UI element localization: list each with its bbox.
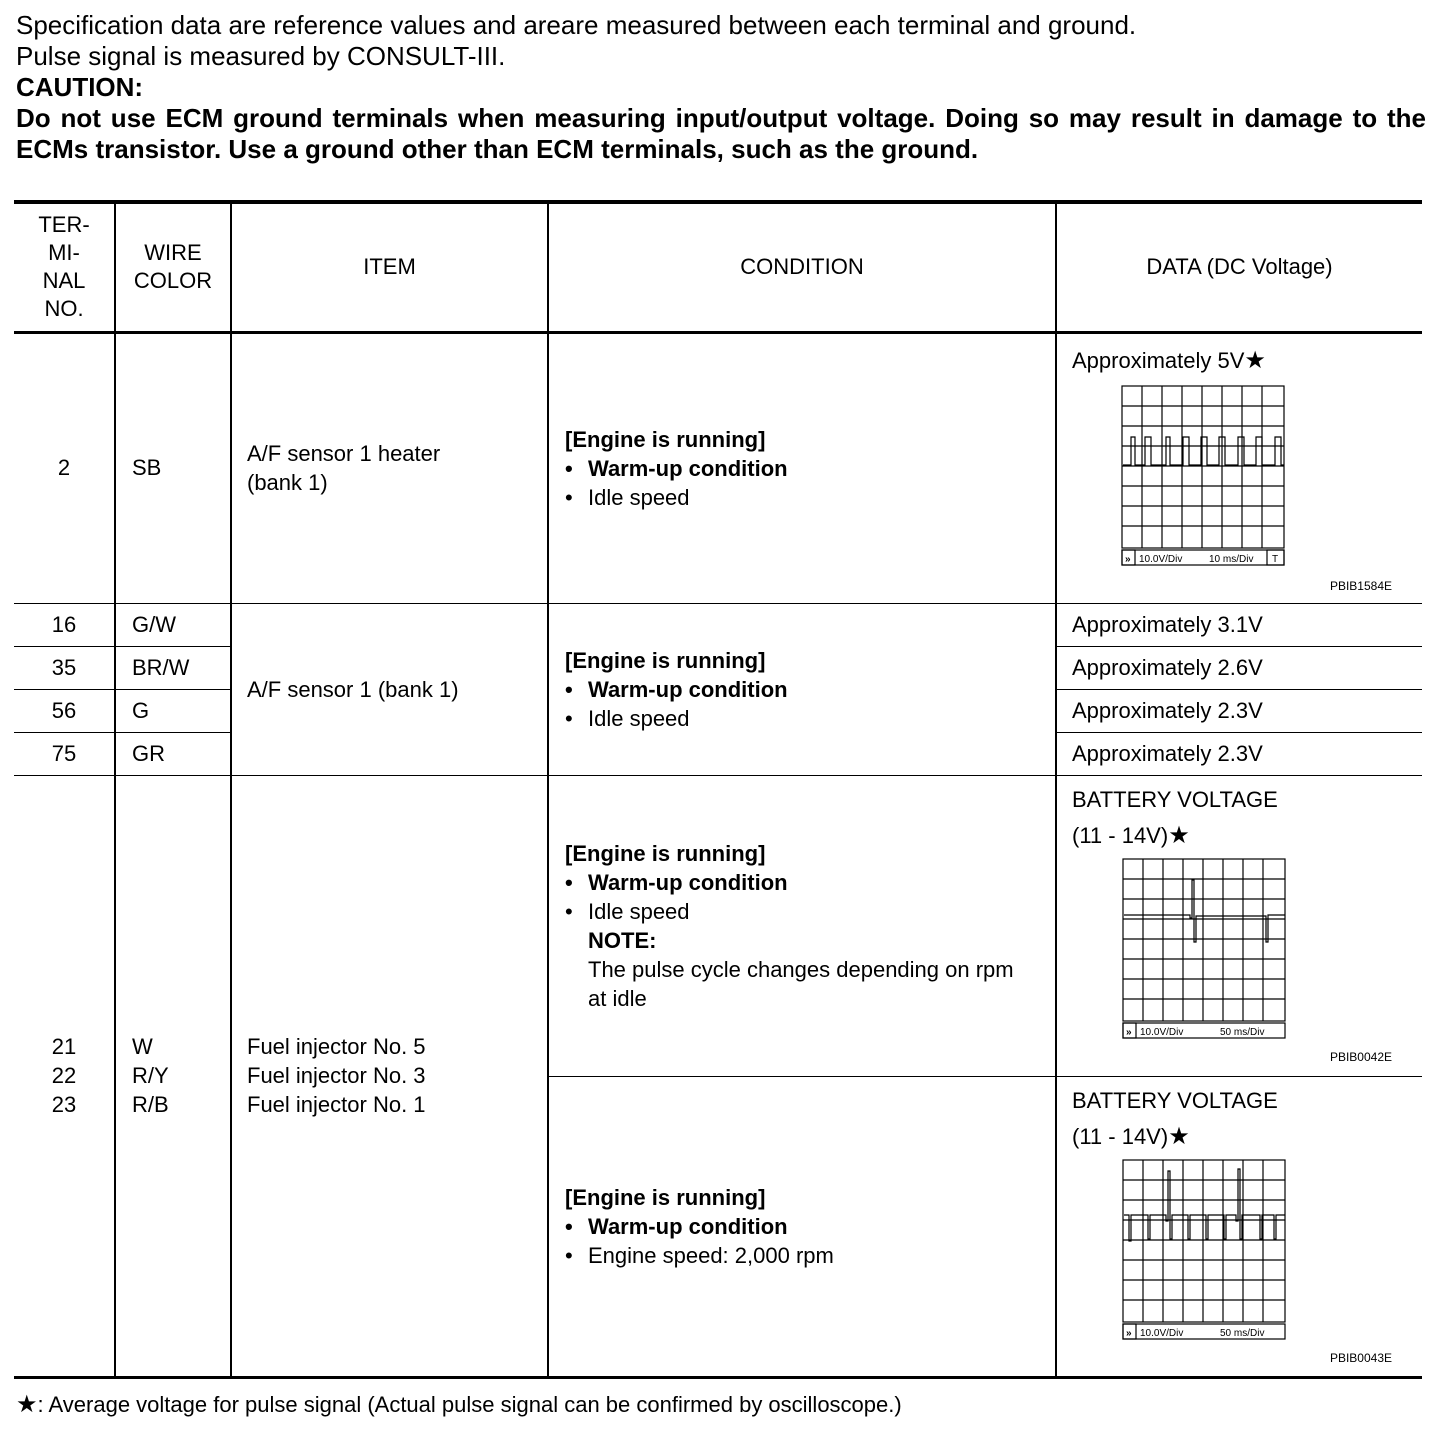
note-block (565, 926, 1055, 1013)
item-value: Fuel injector No. 1 (247, 1092, 426, 1117)
wire-cell: G (115, 689, 231, 732)
item-cell (231, 332, 548, 603)
header-terminal-l1: TER- (38, 212, 90, 238)
svg-text:»: » (1125, 553, 1131, 565)
header-terminal (14, 202, 115, 332)
wire-value: W (132, 1034, 153, 1059)
header-wire-l1: WIRE (144, 240, 202, 266)
scope-block (1072, 1079, 1422, 1374)
intro-text (16, 10, 1426, 165)
condition-bullet: • Warm-up condition (565, 676, 788, 702)
terminal-stack (14, 1032, 114, 1119)
condition-title: [Engine is running] (565, 647, 766, 673)
header-terminal-l3: NAL (42, 268, 86, 294)
star-icon: ★ (1168, 822, 1190, 849)
note-text: The pulse cycle changes depending on rpm (588, 956, 1014, 982)
terminal-value: 23 (51, 1092, 77, 1117)
wire-cell: G/W (115, 603, 231, 646)
item-cell (231, 775, 548, 1377)
condition-title: [Engine is running] (565, 426, 766, 452)
table-row (14, 603, 1422, 646)
scope-scale: 10.0V/Div (1139, 553, 1183, 565)
terminal-value: 22 (51, 1063, 77, 1088)
figure-code: PBIB1584E (1329, 578, 1392, 593)
condition-bullet: • Idle speed (565, 484, 690, 510)
data-label (1072, 782, 1278, 854)
header-terminal-l2: MI- (48, 240, 80, 266)
data-label (1072, 1083, 1278, 1155)
condition-bullet: • Warm-up condition (565, 1213, 788, 1239)
header-condition: CONDITION (548, 202, 1056, 332)
figure-code: PBIB0043E (1329, 1350, 1392, 1365)
wire-cell: SB (115, 332, 231, 603)
table-row (14, 775, 1422, 1076)
condition-bullet: • Idle speed (565, 705, 690, 731)
footnote (16, 1390, 902, 1419)
star-icon: ★ (1244, 346, 1266, 374)
intro-line-1: Specification data are reference values and areare measured between each terminal and ground. (16, 10, 1137, 40)
wire-cell: BR/W (115, 646, 231, 689)
condition-bullet: • Warm-up condition (565, 455, 788, 481)
data-line: BATTERY VOLTAGE (1072, 1087, 1278, 1113)
item-cell: A/F sensor 1 (bank 1) (231, 603, 548, 775)
data-cell (1056, 775, 1422, 1076)
condition-cell (548, 1076, 1056, 1377)
terminal-cell: 56 (14, 689, 115, 732)
condition-bullet: • Warm-up condition (565, 869, 788, 895)
scope-block (1072, 336, 1422, 601)
wire-cell (115, 775, 231, 1377)
wire-stack (132, 1032, 230, 1119)
table-header-row (14, 202, 1422, 332)
item-value: Fuel injector No. 5 (247, 1034, 426, 1059)
svg-text:»: » (1126, 1027, 1132, 1038)
condition-cell (548, 332, 1056, 603)
data-cell: Approximately 2.6V (1056, 646, 1422, 689)
terminal-cell: 2 (14, 332, 115, 603)
svg-text:»: » (1126, 1327, 1132, 1339)
data-cell: Approximately 3.1V (1056, 603, 1422, 646)
terminal-cell: 16 (14, 603, 115, 646)
note-text: at idle (588, 985, 647, 1011)
data-cell: Approximately 2.3V (1056, 732, 1422, 775)
intro-line-2: Pulse signal is measured by CONSULT-III. (16, 41, 506, 71)
wire-value: R/B (132, 1092, 169, 1117)
scope-time: 50 ms/Div (1220, 1327, 1265, 1339)
header-item: ITEM (231, 202, 548, 332)
item-value: Fuel injector No. 3 (247, 1063, 426, 1088)
scope-scale: 10.0V/Div (1140, 1027, 1184, 1038)
condition-title: [Engine is running] (565, 1184, 766, 1210)
star-icon: ★ (1168, 1122, 1190, 1150)
footnote-text: : Average voltage for pulse signal (Actual pulse signal can be confirmed by oscilloscope.) (37, 1392, 902, 1417)
header-wire-l2: COLOR (133, 268, 213, 294)
terminal-value: 21 (51, 1034, 77, 1059)
condition-bullet: • Engine speed: 2,000 rpm (565, 1242, 834, 1268)
oscilloscope-waveform-3 (1122, 1159, 1288, 1341)
terminal-cell: 75 (14, 732, 115, 775)
header-terminal-l4: NO. (44, 296, 84, 322)
caution-text: Do not use ECM ground terminals when measuring input/output voltage. Doing so may result in damage to the ECMs transistor. Use a ground other than ECM terminals, such as the ground. (16, 103, 1426, 164)
scope-time: 10 ms/Div (1209, 553, 1254, 565)
oscilloscope-waveform-2 (1122, 858, 1288, 1040)
figure-code: PBIB0042E (1329, 1050, 1392, 1064)
wire-value: R/Y (132, 1063, 169, 1088)
condition-bullet: • Idle speed (565, 898, 690, 924)
condition-title: [Engine is running] (565, 840, 766, 866)
note-label: NOTE: (588, 927, 657, 953)
wire-cell: GR (115, 732, 231, 775)
scope-time: 50 ms/Div (1220, 1027, 1265, 1038)
data-label: Approximately 5V★ (1072, 346, 1266, 374)
data-line: (11 - 14V)★ (1072, 1122, 1190, 1150)
data-cell (1056, 1076, 1422, 1377)
data-line: (11 - 14V)★ (1072, 822, 1190, 849)
data-cell (1056, 332, 1422, 603)
header-data: DATA (DC Voltage) (1056, 202, 1422, 332)
terminal-spec-table (14, 200, 1422, 1379)
data-cell: Approximately 2.3V (1056, 689, 1422, 732)
item-stack (247, 1032, 547, 1119)
terminal-cell: 35 (14, 646, 115, 689)
scope-trigger: T (1272, 553, 1279, 565)
oscilloscope-waveform-1 (1121, 385, 1287, 567)
header-wire-color (115, 202, 231, 332)
scope-block (1072, 778, 1422, 1073)
condition-cell (548, 775, 1056, 1076)
table-row (14, 332, 1422, 603)
condition-cell (548, 603, 1056, 775)
data-line: BATTERY VOLTAGE (1072, 787, 1278, 812)
scope-scale: 10.0V/Div (1140, 1327, 1184, 1339)
terminal-cell (14, 775, 115, 1377)
star-icon: ★ (16, 1391, 38, 1418)
item-line: A/F sensor 1 heater (247, 441, 441, 466)
item-line: (bank 1) (247, 470, 328, 495)
caution-label: CAUTION: (16, 72, 144, 102)
